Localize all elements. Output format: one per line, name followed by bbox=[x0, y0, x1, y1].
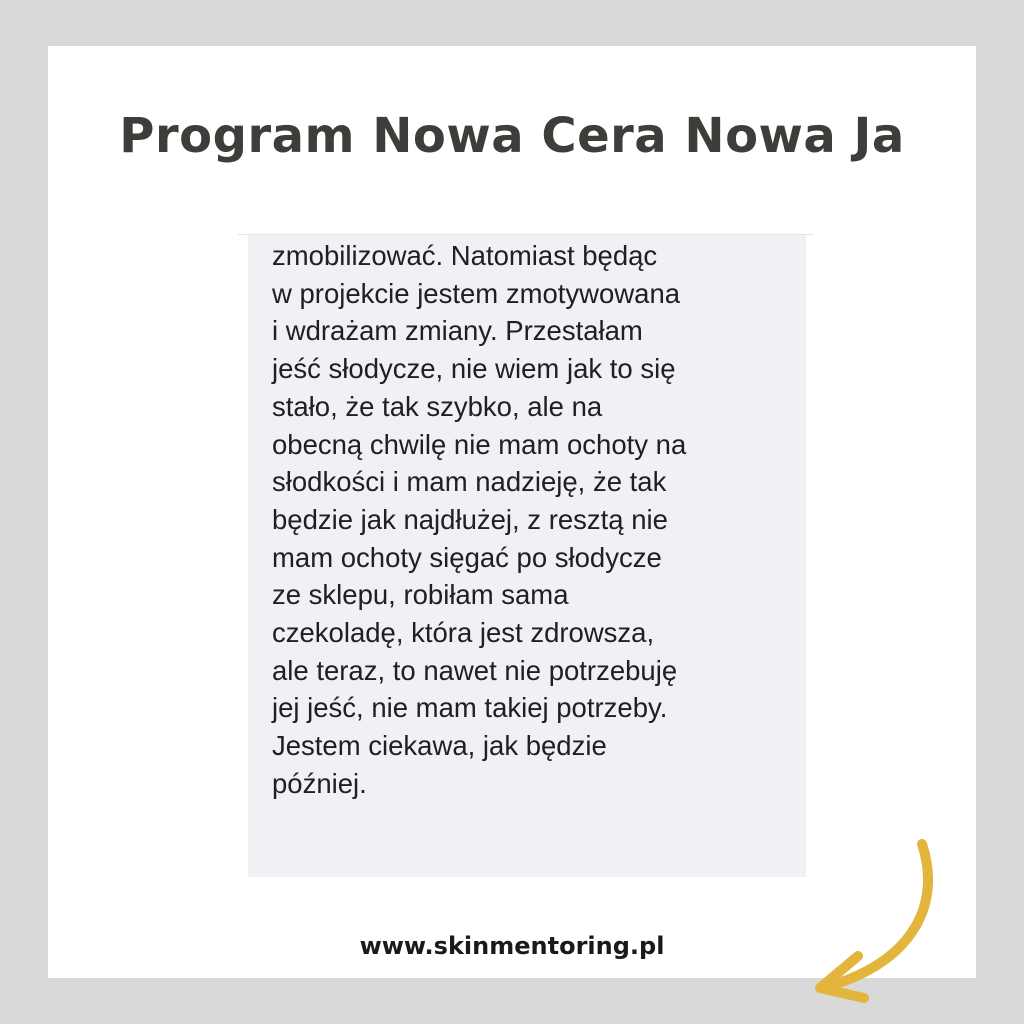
message-line: i wdrażam zmiany. Przestałam bbox=[272, 315, 643, 347]
message-screenshot bbox=[248, 235, 806, 877]
message-line: ale teraz, to nawet nie potrzebuję bbox=[272, 654, 678, 686]
message-line: później. bbox=[272, 767, 367, 799]
website-url: www.skinmentoring.pl bbox=[359, 932, 665, 960]
message-line: w projekcie jestem zmotywowana bbox=[272, 277, 681, 309]
page-title: Program Nowa Cera Nowa Ja bbox=[119, 108, 905, 164]
message-line: zmobilizować. Natomiast będąc bbox=[272, 240, 658, 271]
message-line: jej jeść, nie mam takiej potrzeby. bbox=[272, 692, 668, 724]
message-line: stało, że tak szybko, ale na bbox=[272, 390, 603, 422]
curved-arrow-icon bbox=[800, 838, 940, 1008]
message-line: mam ochoty sięgać po słodycze bbox=[272, 541, 662, 573]
testimonial-card bbox=[48, 46, 976, 978]
message-line: Jestem ciekawa, jak będzie bbox=[272, 730, 607, 762]
message-line: obecną chwilę nie mam ochoty na bbox=[272, 428, 687, 460]
message-line: będzie jak najdłużej, z resztą nie bbox=[272, 503, 668, 535]
message-line: ze sklepu, robiłam sama bbox=[272, 579, 569, 611]
message-line: czekoladę, która jest zdrowsza, bbox=[272, 617, 655, 649]
message-line: jeść słodycze, nie wiem jak to się bbox=[272, 353, 676, 385]
message-line: słodkości i mam nadzieję, że tak bbox=[272, 466, 667, 498]
